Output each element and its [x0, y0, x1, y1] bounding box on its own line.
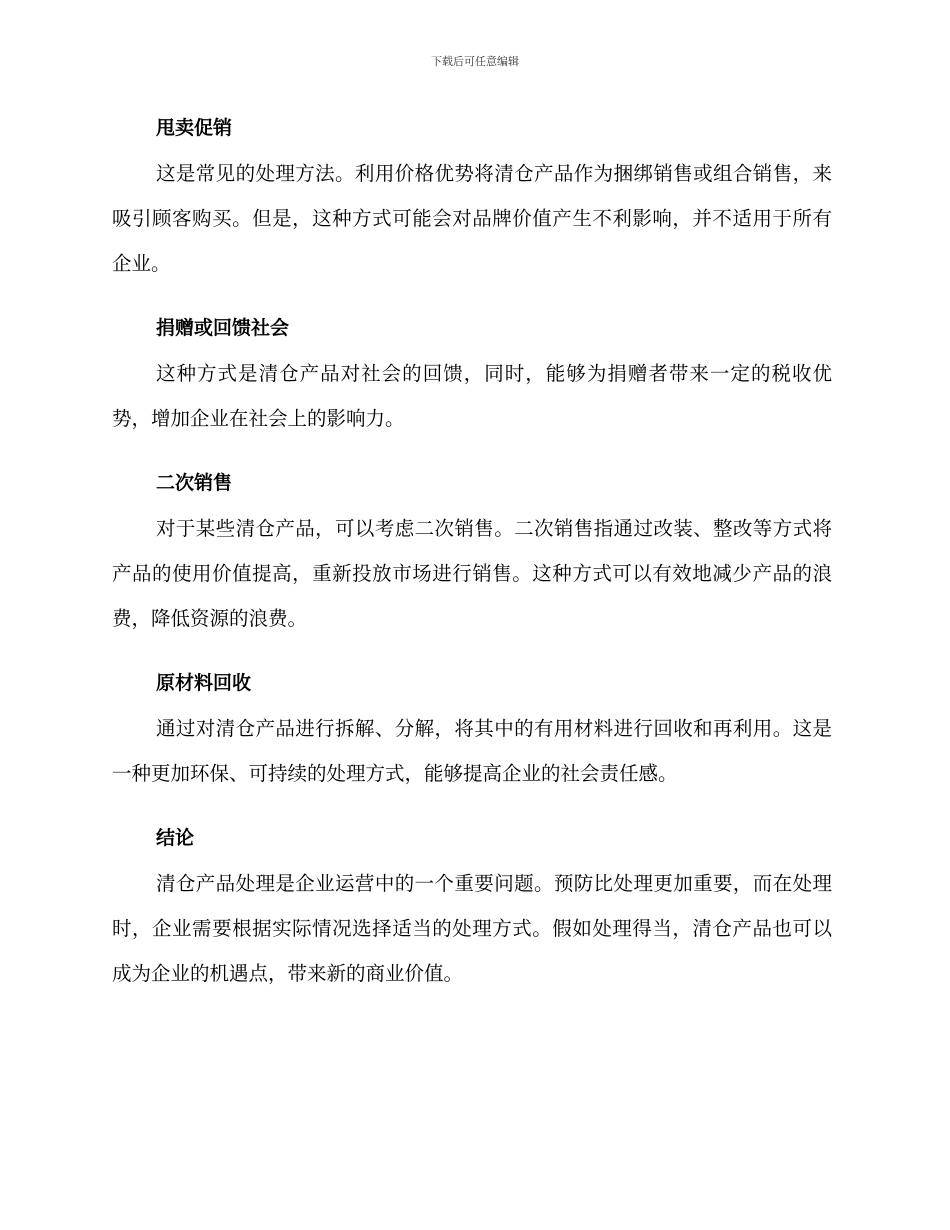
section-secondary-sale — [112, 461, 832, 641]
document-body — [112, 106, 832, 1016]
section-heading: 甩卖促销 — [156, 117, 233, 139]
section-heading: 捐赠或回馈社会 — [156, 317, 290, 339]
section-heading: 原材料回收 — [156, 672, 252, 694]
section-paragraph: 清仓产品处理是企业运营中的一个重要问题。预防比处理更加重要，而在处理时，企业需要根据实际情况选择适当的处理方式。假如处理得当，清仓产品也可以成为企业的机遇点，带来新的商业价值。 — [112, 872, 832, 985]
section-donation — [112, 306, 832, 441]
page-header: 下载后可任意编辑 — [431, 55, 519, 68]
section-heading: 结论 — [156, 827, 195, 849]
section-paragraph: 通过对清仓产品进行拆解、分解，将其中的有用材料进行回收和再利用。这是一种更加环保、可持续的处理方式，能够提高企业的社会责任感。 — [112, 717, 832, 785]
section-paragraph: 对于某些清仓产品，可以考虑二次销售。二次销售指通过改装、整改等方式将产品的使用价值提高，重新投放市场进行销售。这种方式可以有效地减少产品的浪费，降低资源的浪费。 — [112, 517, 832, 630]
section-heading: 二次销售 — [156, 472, 233, 494]
section-paragraph: 这是常见的处理方法。利用价格优势将清仓产品作为捆绑销售或组合销售，来吸引顾客购买。但是，这种方式可能会对品牌价值产生不利影响，并不适用于所有企业。 — [112, 162, 832, 275]
section-conclusion — [112, 816, 832, 996]
section-paragraph: 这种方式是清仓产品对社会的回馈，同时，能够为捐赠者带来一定的税收优势，增加企业在社会上的影响力。 — [112, 362, 832, 430]
section-clearance-sale — [112, 106, 832, 286]
section-material-recycling — [112, 661, 832, 796]
